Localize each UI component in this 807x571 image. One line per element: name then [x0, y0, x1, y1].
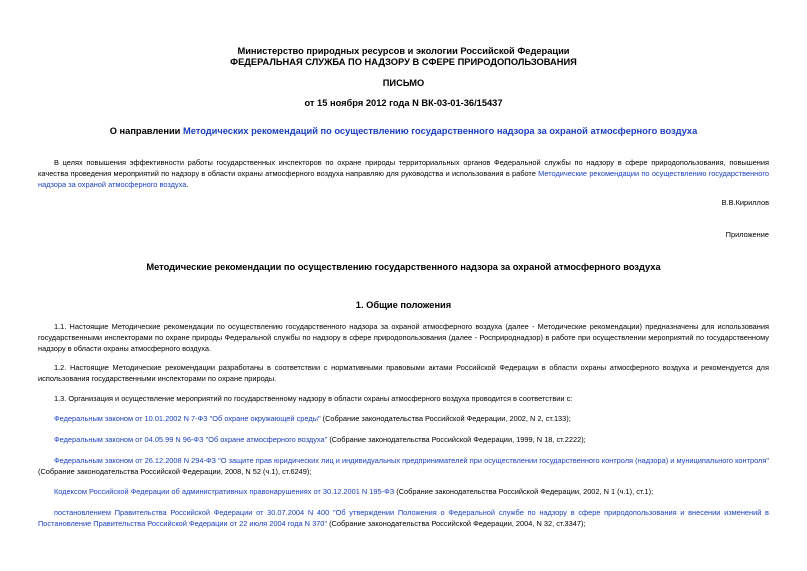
- reference-item: [38, 507, 769, 529]
- intro-link[interactable]: Методические рекомендации по осуществлению государственного надзора за охраной атмосферного воздуха: [38, 169, 769, 189]
- paragraph-1-1: 1.1. Настоящие Методические рекомендации по осуществлению государственного надзора за охраной атмосферного воздуха (далее - Методические рекомендации) предназначены для использования государственными инспекторами по охране природы Федеральной службы по надзору в сфере природопользования (далее - Росприроднадзор) в работе при осуществлении мероприятий по государственному надзору в области охраны атмосферного воздуха.: [38, 322, 769, 353]
- subject-link[interactable]: Методических рекомендаций по осуществлению государственного надзора за охраной атмосферного воздуха: [182, 126, 698, 136]
- reference-link[interactable]: Федеральным законом от 04.05.99 N 96-ФЗ "Об охране атмосферного воздуха": [54, 435, 328, 444]
- service-name: ФЕДЕРАЛЬНАЯ СЛУЖБА ПО НАДЗОРУ В СФЕРЕ ПРИРОДОПОЛЬЗОВАНИЯ: [230, 57, 577, 67]
- intro-end: .: [186, 180, 189, 189]
- recommendations-title: Методические рекомендации по осуществлению государственного надзора за охраной атмосферного воздуха: [146, 262, 661, 272]
- ministry-name: Министерство природных ресурсов и экологии Российской Федерации: [237, 46, 570, 56]
- reference-item: [38, 413, 769, 424]
- reference-source: (Собрание законодательства Российской Федерации, 1999, N 18, ст.2222);: [327, 435, 586, 444]
- reference-link[interactable]: Федеральным законом от 26.12.2008 N 294-ФЗ "О защите прав юридических лиц и индивидуальных предпринимателей при осуществлении государственного контроля (надзора) и муниципального контроля": [54, 456, 769, 465]
- reference-source: (Собрание законодательства Российской Федерации, 2004, N 32, ст.3347);: [327, 519, 586, 528]
- reference-source: (Собрание законодательства Российской Федерации, 2002, N 2, ст.133);: [320, 414, 571, 423]
- appendix-label: Приложение: [725, 230, 769, 239]
- reference-link[interactable]: Кодексом Российской Федерации об административных правонарушениях от 30.12.2001 N 195-ФЗ: [54, 487, 395, 496]
- intro-paragraph: [38, 157, 769, 190]
- reference-link[interactable]: Федеральным законом от 10.01.2002 N 7-ФЗ "Об охране окружающей среды": [54, 414, 321, 423]
- subject-prefix: О направлении: [109, 126, 183, 136]
- reference-source: (Собрание законодательства Российской Федерации, 2008, N 52 (ч.1), ст.6249);: [38, 467, 312, 476]
- reference-link[interactable]: постановлением Правительства Российской Федерации от 30.07.2004 N 400 "Об утверждении Положения о Федеральной службе по надзору в сфере природопользования и внесении изменений в Постановление Правительства Российской Федерации от 22 июля 2004 года N 370": [38, 508, 769, 528]
- section-title-general: 1. Общие положения: [355, 300, 452, 310]
- paragraph-1-2: 1.2. Настоящие Методические рекомендации разработаны в соответствии с нормативными правовыми актами Российской Федерации в области охраны атмосферного воздуха и рекомендуется для использования государственными инспекторами по охране природы.: [38, 363, 769, 383]
- signature: В.В.Кириллов: [721, 198, 769, 207]
- reference-item: [38, 455, 769, 477]
- reference-item: [38, 486, 769, 497]
- reference-item: [38, 434, 769, 445]
- letter-subject: [0, 126, 807, 136]
- paragraph-1-3: 1.3. Организация и осуществление мероприятий по государственному надзору в области охраны атмосферного воздуха проводится в соответствии с:: [54, 394, 573, 403]
- document-type: ПИСЬМО: [382, 78, 425, 88]
- document-date-number: от 15 ноября 2012 года N ВК-03-01-36/15437: [304, 98, 503, 108]
- reference-source: (Собрание законодательства Российской Федерации, 2002, N 1 (ч.1), ст.1);: [394, 487, 654, 496]
- intro-text: В целях повышения эффективности работы государственных инспекторов по охране природы территориальных органов Федеральной службы по надзору в сфере природопользования, повышения качества проведения мероприятий по надзору в области охраны атмосферного воздуха направляю для руководства и использования в работе: [38, 158, 769, 178]
